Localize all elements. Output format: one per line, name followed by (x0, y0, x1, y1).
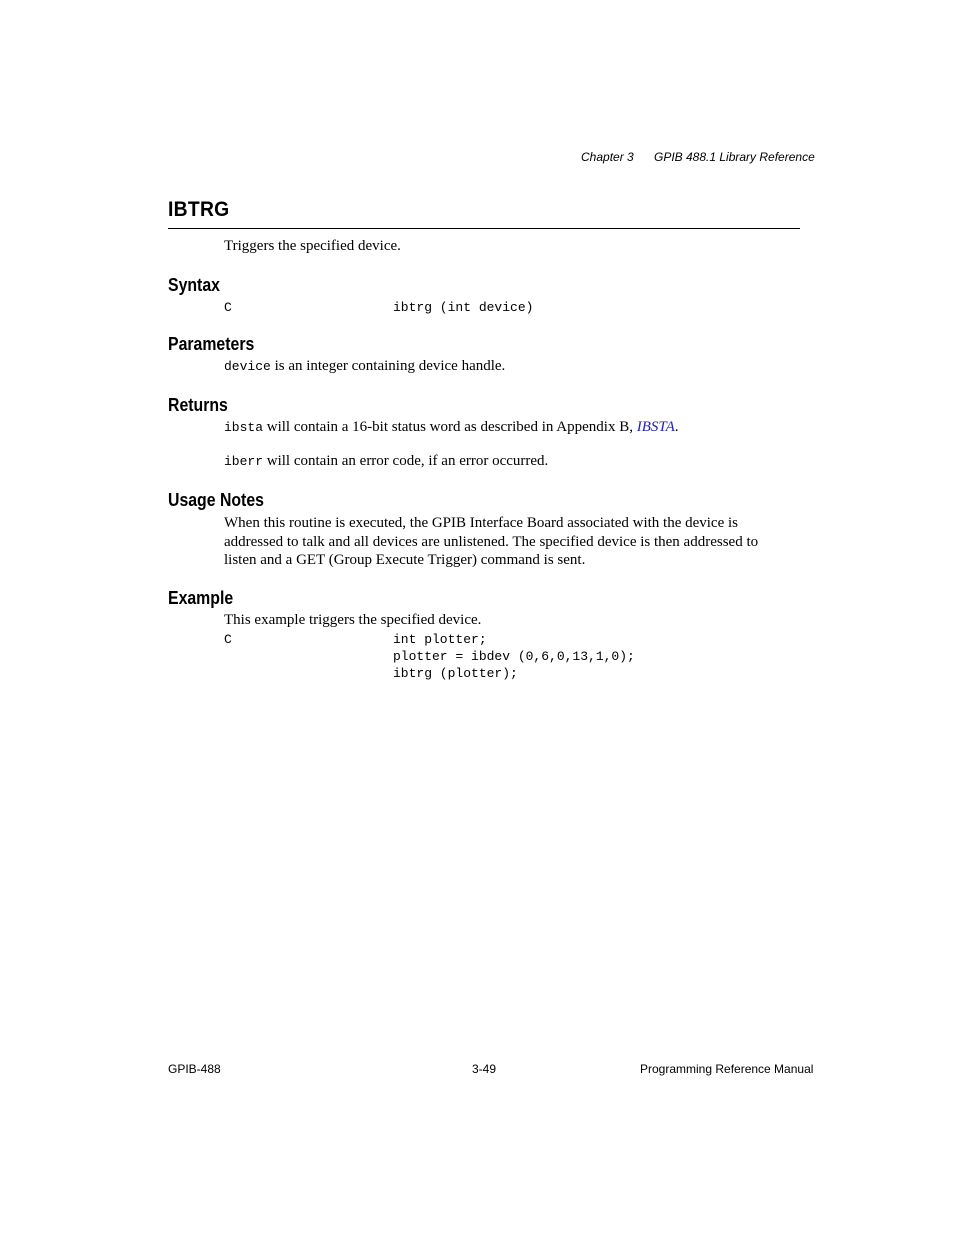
iberr-text: will contain an error code, if an error occurred. (263, 453, 549, 469)
usage-notes-paragraph (224, 514, 784, 570)
ibsta-name: ibsta (224, 420, 264, 435)
example-code-line-2: plotter = ibdev (0,6,0,13,1,0); (393, 649, 635, 664)
returns-heading: Returns (168, 395, 228, 415)
header-chapter: Chapter 3 (581, 150, 634, 164)
usage-notes-line-3: listen and a GET (Group Execute Trigger) command is sent. (224, 552, 586, 568)
example-code-line-3: ibtrg (plotter); (393, 666, 518, 681)
parameter-description (224, 358, 505, 375)
parameter-name: device (224, 359, 271, 374)
syntax-signature: ibtrg (int device) (393, 300, 534, 315)
footer-left: GPIB-488 (168, 1062, 221, 1076)
title-rule (168, 228, 800, 229)
ibsta-text: will contain a 16-bit status word as described in Appendix B, (263, 419, 637, 435)
example-intro: This example triggers the specified device. (224, 612, 482, 628)
returns-iberr (224, 453, 548, 470)
function-summary: Triggers the specified device. (224, 238, 401, 254)
footer-page-number: 3-49 (472, 1062, 497, 1076)
ibsta-link[interactable]: IBSTA (636, 419, 675, 435)
footer-right: Programming Reference Manual (640, 1062, 814, 1076)
example-heading: Example (168, 588, 234, 608)
parameters-heading: Parameters (168, 334, 255, 354)
usage-notes-heading: Usage Notes (168, 490, 264, 510)
syntax-language: C (224, 300, 232, 315)
usage-notes-line-2: addressed to talk and all devices are unlistened. The specified device is then addressed to (224, 533, 759, 550)
example-language: C (224, 632, 232, 647)
iberr-name: iberr (224, 454, 264, 469)
header-section: GPIB 488.1 Library Reference (654, 150, 815, 164)
example-code-line-1: int plotter; (393, 632, 487, 647)
parameter-text: is an integer containing device handle. (270, 358, 506, 374)
usage-notes-line-1: When this routine is executed, the GPIB Interface Board associated with the device is (224, 515, 738, 531)
returns-ibsta (224, 419, 679, 436)
page-title: IBTRG (168, 198, 230, 221)
ibsta-end: . (674, 419, 679, 435)
syntax-heading: Syntax (168, 275, 220, 295)
